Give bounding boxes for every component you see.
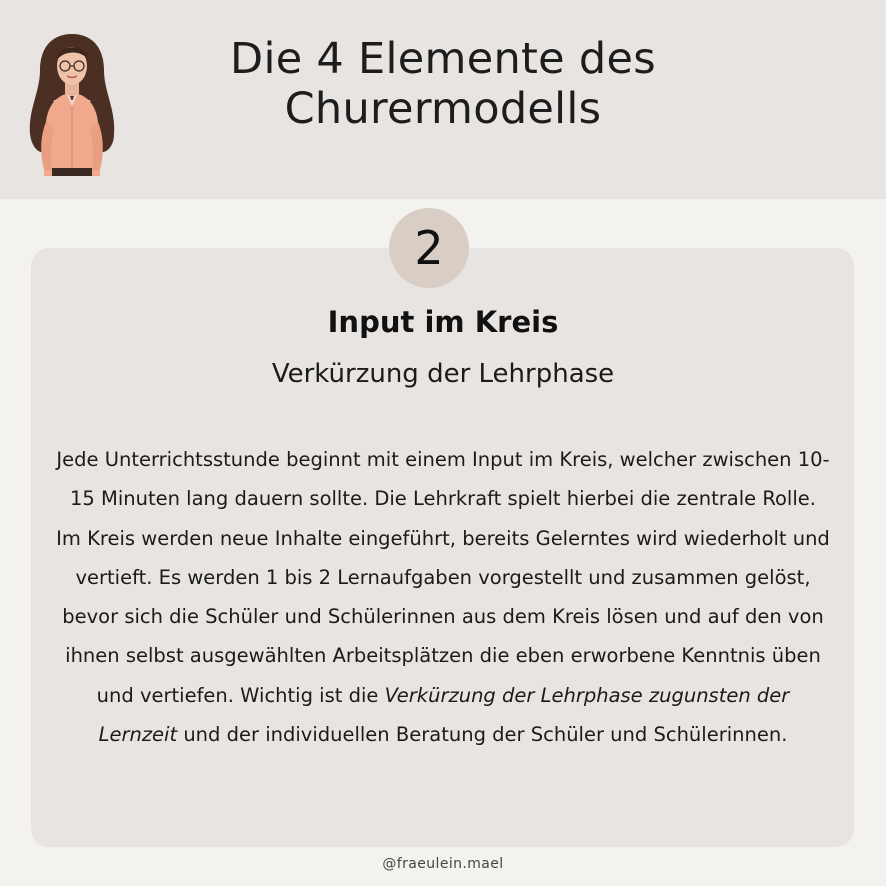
- card-heading: Input im Kreis: [327, 305, 559, 339]
- card-subheading: Verkürzung der Lehrphase: [271, 359, 615, 389]
- title-line-2: Churermodells: [284, 84, 602, 134]
- card-body-text: [55, 440, 831, 754]
- teacher-illustration: [22, 30, 122, 176]
- social-handle: @fraeulein.mael: [382, 856, 504, 872]
- header-band: [0, 0, 886, 199]
- body-text-part-2: und der individuellen Beratung der Schüler und Schülerinnen.: [177, 723, 788, 747]
- step-number-badge: 2: [389, 208, 469, 288]
- body-text-emphasis: Verkürzung der Lehrphase zugunsten der Lernzeit: [98, 683, 790, 747]
- title-line-1: Die 4 Elemente des: [230, 34, 656, 84]
- body-text-part-1: Jede Unterrichtsstunde beginnt mit einem Input im Kreis, welcher zwischen 10-15 Minuten lang dauern sollte. Die Lehrkraft spielt hierbei die zentrale Rolle. Im Kreis werden neue Inhalte eingeführt, bereits Gelerntes wird wiederholt und vertieft. Es werden 1 bis 2 Lernaufgaben vorgestellt und zusammen gelöst, bevor sich die Schüler und Schülerinnen aus dem Kreis lösen und auf den von ihnen selbst ausgewählten Arbeitsplätzen die eben erworbene Kenntnis üben und vertiefen. Wichtig ist die: [56, 448, 830, 707]
- page-title: [160, 34, 726, 134]
